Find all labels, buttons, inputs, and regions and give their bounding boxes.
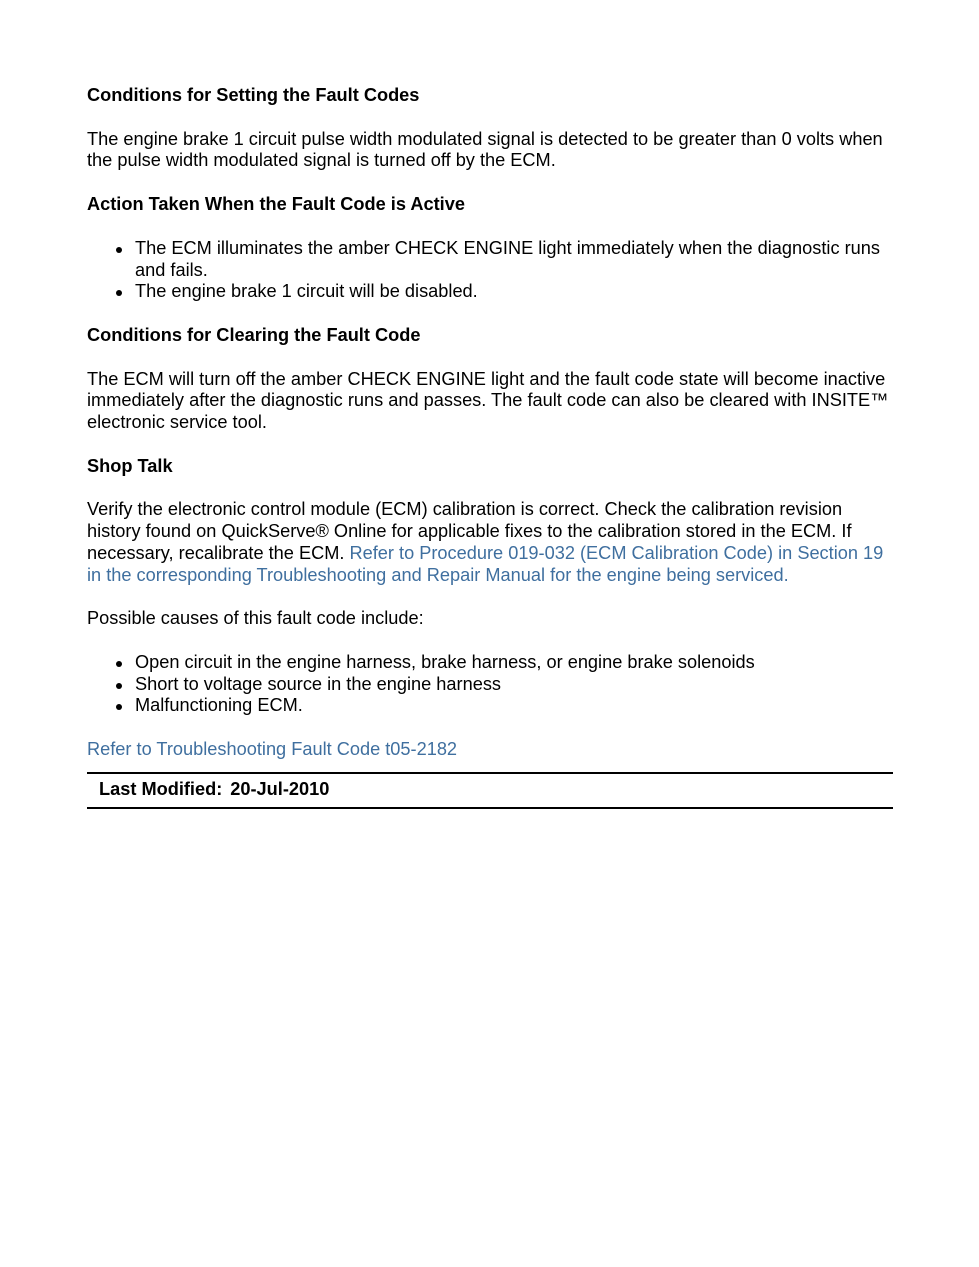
troubleshooting-paragraph (87, 739, 893, 761)
last-modified-date: 20-Jul-2010 (230, 779, 330, 800)
list-item: Open circuit in the engine harness, brake harness, or engine brake solenoids (87, 652, 893, 674)
clearing-heading: Conditions for Clearing the Fault Code (87, 324, 421, 345)
clearing-text: The ECM will turn off the amber CHECK ENGINE light and the fault code state will become inactive immediately after the diagnostic runs and passes. The fault code can also be cleared with INSITE™ electronic service tool. (87, 368, 889, 433)
causes-list (87, 652, 893, 717)
action-heading: Action Taken When the Fault Code is Active (87, 194, 465, 215)
last-modified-bar (87, 772, 893, 809)
procedure-link[interactable]: Refer to Procedure 019-032 (ECM Calibration Code) in Section 19 in the corresponding Troubleshooting and Repair Manual for the engine being serviced. (87, 542, 884, 585)
list-item: Malfunctioning ECM. (87, 695, 893, 717)
list-item: The ECM illuminates the amber CHECK ENGINE light immediately when the diagnostic runs and fails. (87, 238, 893, 281)
shoptalk-heading: Shop Talk (87, 455, 173, 476)
last-modified-label: Last Modified: (99, 779, 223, 800)
action-list (87, 238, 893, 303)
shoptalk-text: Verify the electronic control module (ECM) calibration is correct. Check the calibration revision history found on QuickServe® Online for applicable fixes to the calibration stored in the ECM. If necessary, recalibrate the ECM. (87, 499, 852, 563)
setting-text: The engine brake 1 circuit pulse width modulated signal is detected to be greater than 0 volts when the pulse width modulated signal is turned off by the ECM. (87, 128, 883, 171)
list-item: Short to voltage source in the engine harness (87, 674, 893, 696)
list-item: The engine brake 1 circuit will be disabled. (87, 281, 893, 303)
setting-heading: Conditions for Setting the Fault Codes (87, 85, 420, 105)
causes-intro: Possible causes of this fault code include: (87, 608, 424, 629)
document-page (87, 85, 893, 809)
troubleshooting-link[interactable]: Refer to Troubleshooting Fault Code t05-2182 (87, 739, 458, 760)
shoptalk-paragraph (87, 499, 893, 586)
